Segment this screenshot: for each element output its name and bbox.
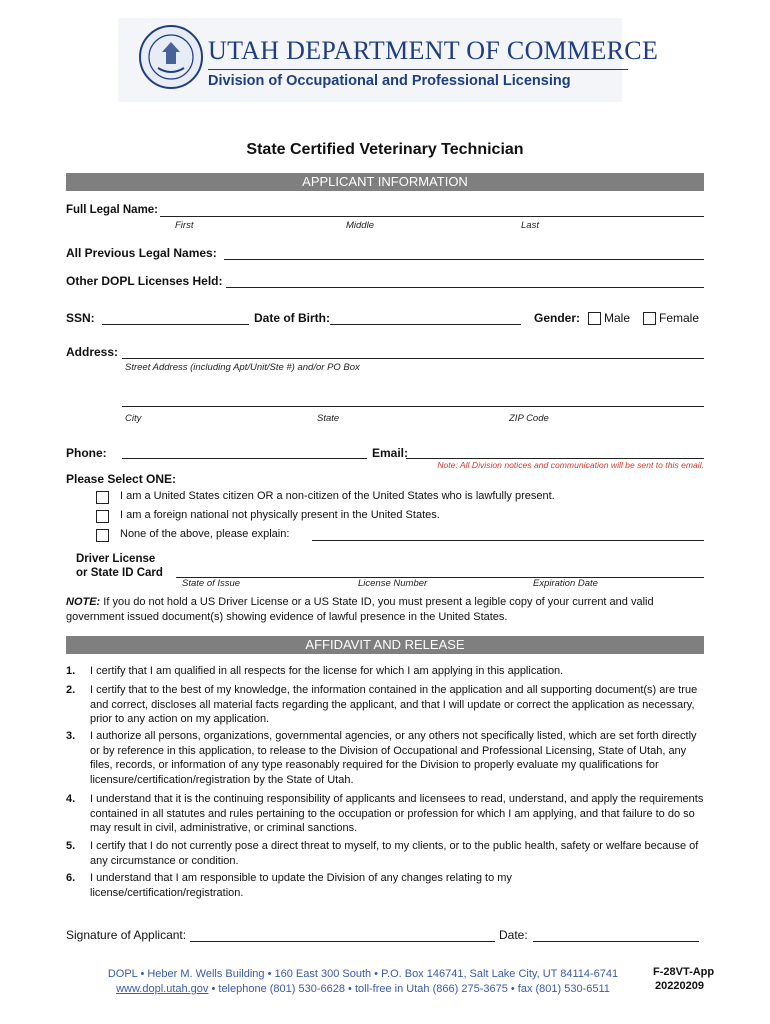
other-licenses-field[interactable] xyxy=(226,287,704,288)
item-text: I understand that it is the continuing responsibility of applicants and licensees to read, understand, and apply the requirements contained in all statutes and rules pertaining to the occupation or profession for which I am applying, and that failure to do so may result in civil, administrative, or criminal sanctions. xyxy=(90,793,704,834)
signature-label: Signature of Applicant: xyxy=(66,928,187,942)
dl-field[interactable] xyxy=(176,577,704,578)
email-note: Note: All Division notices and communication will be sent to this email. xyxy=(437,460,704,470)
affidavit-item-3 xyxy=(66,729,706,787)
footer-address: DOPL • Heber M. Wells Building • 160 East 300 South • P.O. Box 146741, Salt Lake City, UT 84114-6741 xyxy=(107,968,619,980)
website-link[interactable]: www.dopl.utah.gov xyxy=(116,983,209,995)
foreign-national-checkbox[interactable] xyxy=(96,510,109,523)
state-hint: State xyxy=(317,413,340,424)
header-dept: UTAH DEPARTMENT OF COMMERCE xyxy=(208,36,659,65)
item-number: 6. xyxy=(66,872,76,884)
select-one-label: Please Select ONE: xyxy=(66,472,177,486)
gender-label: Gender: xyxy=(534,311,581,325)
dl-label-2: or State ID Card xyxy=(76,567,163,579)
header-division: Division of Occupational and Professional Licensing xyxy=(208,73,571,89)
form-title: State Certified Veterinary Technician xyxy=(246,141,524,158)
footer-phone: • telephone (801) 530-6628 • toll-free in Utah (866) 275-3675 • fax (801) 530-6511 xyxy=(208,983,610,995)
first-hint: First xyxy=(175,220,194,231)
dob-field[interactable] xyxy=(330,324,521,325)
explain-field[interactable] xyxy=(312,540,704,541)
none-above-checkbox[interactable] xyxy=(96,529,109,542)
affidavit-item-4 xyxy=(66,792,706,836)
previous-names-label: All Previous Legal Names: xyxy=(66,246,217,260)
item-number: 3. xyxy=(66,730,76,742)
email-label: Email: xyxy=(372,446,409,460)
form-date: 20220209 xyxy=(655,980,704,992)
form-code: F-28VT-App xyxy=(653,966,715,978)
state-of-issue-hint: State of Issue xyxy=(182,578,241,589)
foreign-national-option: I am a foreign national not physically present in the United States. xyxy=(120,509,440,521)
item-text: I authorize all persons, organizations, governmental agencies, or any others not specifically listed, which are set forth directly or by reference in this application, to release to the Division of Occupational and Professional Licensing, State of Utah, any files, records, or information of any type reasonably required for the Division to properly evaluate my qualifications for licensure/certification/registration by the State of Utah. xyxy=(90,730,697,786)
other-licenses-label: Other DOPL Licenses Held: xyxy=(66,274,223,288)
address-label: Address: xyxy=(66,345,119,359)
ssn-label: SSN: xyxy=(66,311,95,325)
middle-hint: Middle xyxy=(346,220,374,231)
affidavit-item-6 xyxy=(66,871,706,900)
dl-label-1: Driver License xyxy=(76,553,156,565)
license-number-hint: License Number xyxy=(358,578,428,589)
note-label: NOTE: xyxy=(66,596,101,608)
full-name-field[interactable] xyxy=(160,216,704,217)
signature-field[interactable] xyxy=(190,941,495,942)
expiration-hint: Expiration Date xyxy=(533,578,598,589)
item-number: 5. xyxy=(66,840,76,852)
full-name-label: Full Legal Name: xyxy=(66,204,159,216)
male-label: Male xyxy=(604,311,631,325)
item-text: I certify that I am qualified in all respects for the license for which I am applying in this application. xyxy=(90,665,564,677)
item-text: I understand that I am responsible to update the Division of any changes relating to my license/certification/registration. xyxy=(90,872,512,899)
street-field[interactable] xyxy=(122,358,704,359)
citizen-checkbox[interactable] xyxy=(96,491,109,504)
none-above-option: None of the above, please explain: xyxy=(120,528,290,540)
phone-label: Phone: xyxy=(66,446,107,460)
item-number: 1. xyxy=(66,665,76,677)
phone-field[interactable] xyxy=(122,458,367,459)
item-number: 2. xyxy=(66,684,76,696)
ssn-field[interactable] xyxy=(102,324,249,325)
section-applicant-info: APPLICANT INFORMATION xyxy=(66,173,704,191)
item-text: I certify that I do not currently pose a direct threat to myself, to my clients, or to the public health, safety or welfare because of any circumstance or condition. xyxy=(90,840,699,867)
section-affidavit: AFFIDAVIT AND RELEASE xyxy=(66,636,704,654)
female-label: Female xyxy=(659,311,700,325)
last-hint: Last xyxy=(521,220,539,231)
zip-hint: ZIP Code xyxy=(509,413,549,424)
affidavit-item-1 xyxy=(66,664,706,679)
city-hint: City xyxy=(125,413,142,424)
item-text: I certify that to the best of my knowledge, the information contained in the application and all supporting document(s) are true and correct, discloses all material facts regarding the applicant, and that I will update or correct the application as necessary, prior to any action on my application. xyxy=(90,684,698,725)
city-state-zip-field[interactable] xyxy=(122,406,704,407)
note-text: If you do not hold a US Driver License or a US State ID, you must present a legible copy of your current and valid government issued document(s) showing evidence of lawful presence in the United States. xyxy=(66,596,654,623)
date-field[interactable] xyxy=(533,941,699,942)
street-hint: Street Address (including Apt/Unit/Ste #) and/or PO Box xyxy=(125,362,360,373)
header-rule xyxy=(208,69,628,70)
utah-seal-icon xyxy=(138,24,204,90)
email-field[interactable] xyxy=(406,458,704,459)
citizen-option: I am a United States citizen OR a non-citizen of the United States who is lawfully present. xyxy=(120,490,555,502)
lawful-presence-note xyxy=(66,595,706,624)
footer-contact xyxy=(80,983,646,995)
female-checkbox[interactable] xyxy=(643,312,656,325)
male-checkbox[interactable] xyxy=(588,312,601,325)
affidavit-item-2 xyxy=(66,683,706,727)
previous-names-field[interactable] xyxy=(224,259,704,260)
dob-label: Date of Birth: xyxy=(254,311,330,325)
affidavit-item-5 xyxy=(66,839,706,868)
item-number: 4. xyxy=(66,793,76,805)
date-label: Date: xyxy=(499,928,528,942)
